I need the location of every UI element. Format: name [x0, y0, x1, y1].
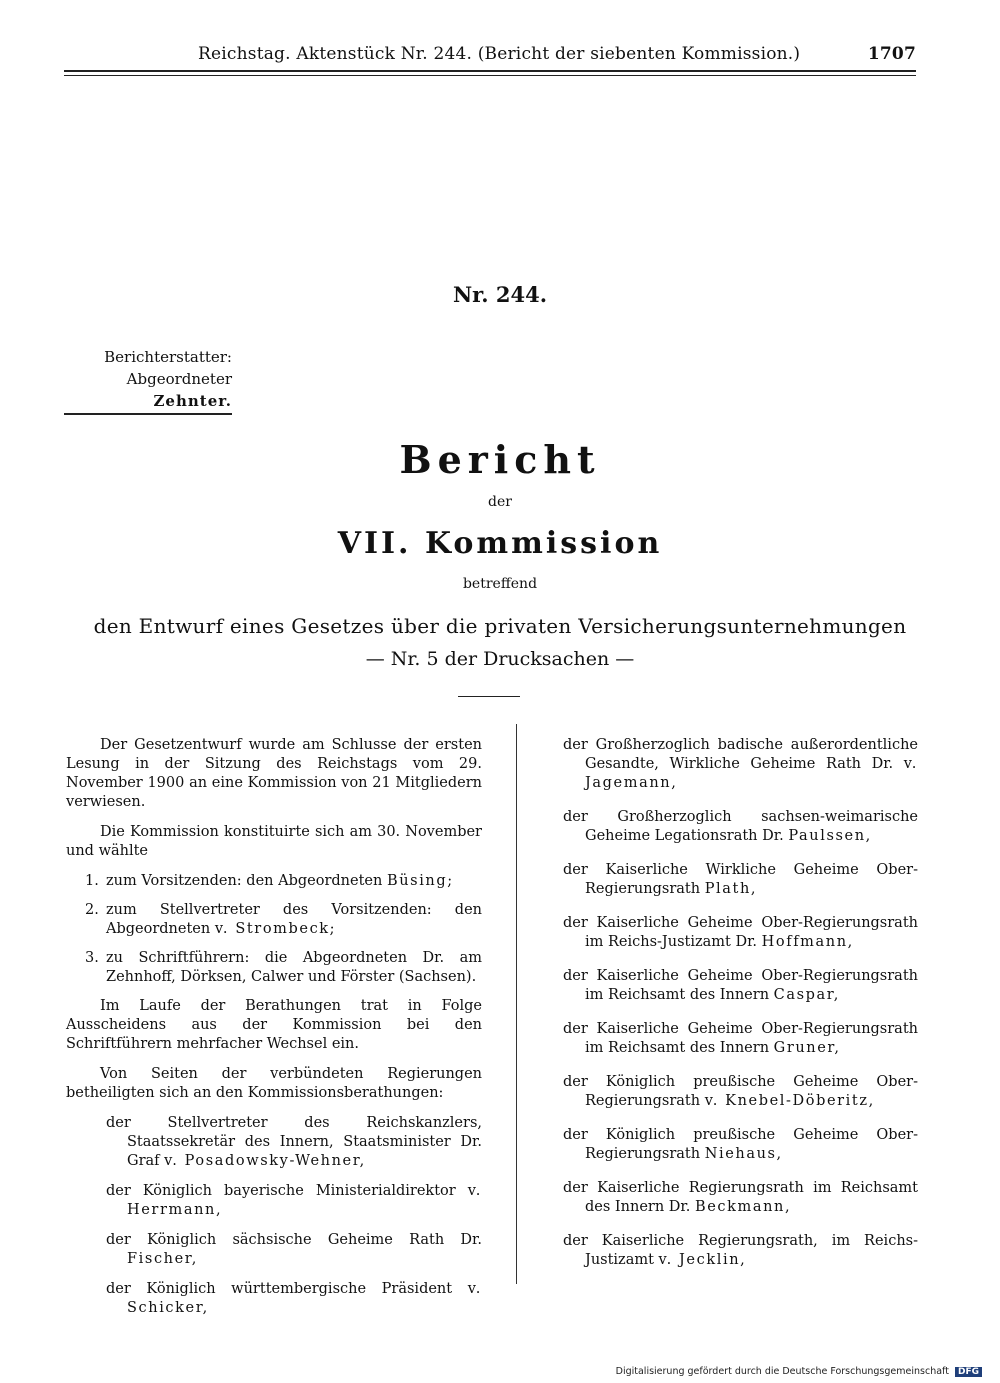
- member-title: der Kaiserliche Wirkliche Geheime Ober-Regierungsrath: [563, 862, 918, 897]
- list-item: [66, 949, 482, 987]
- credit-text: Digitalisierung gefördert durch die Deutsche Forschungsgemeinschaft: [615, 1366, 949, 1377]
- member-name: Hoffmann,: [761, 934, 854, 950]
- member-name: v. Knebel-Döberitz,: [704, 1093, 875, 1109]
- member-entry: [563, 1020, 918, 1058]
- list-name: Büsing;: [386, 873, 454, 889]
- member-entry: [563, 967, 918, 1005]
- list-number: 1.: [85, 873, 99, 889]
- member-name: Beckmann,: [694, 1199, 792, 1215]
- dfg-logo: DFG: [955, 1367, 982, 1377]
- document-number: Nr. 244.: [452, 282, 548, 307]
- member-name: v. Schicker,: [127, 1281, 483, 1316]
- list-text: zu Schriftführern: die Abgeordneten Dr. am Zehnhoff, Dörksen, Calwer und Förster (Sachsen).: [106, 950, 482, 985]
- member-title: der Kaiserliche Geheime Ober-Regierungsrath im Reichsamt des Innern: [563, 1021, 918, 1056]
- member-name: v. Posadowsky-Wehner,: [164, 1153, 366, 1169]
- list-item: [66, 872, 482, 891]
- member-title: der Kaiserliche Geheime Ober-Regierungsrath im Reichsamt des Innern: [563, 968, 918, 1003]
- member-title: der Kaiserliche Regierungsrath im Reichsamt des Innern Dr.: [563, 1180, 918, 1215]
- paragraph: Der Gesetzentwurf wurde am Schlusse der ersten Lesung in der Sitzung des Reichstags vom 29. November 1900 an eine Kommission von 21 Mitgliedern verwiesen.: [66, 737, 482, 810]
- member-entry: [66, 1231, 482, 1269]
- digitization-credit: [616, 1366, 982, 1377]
- list-text: zum Stellvertreter des Vorsitzenden: den Abgeordneten: [106, 902, 482, 937]
- member-entry: [563, 861, 918, 899]
- heading-subject: den Entwurf eines Gesetzes über die privaten Versicherungsunternehmungen: [93, 614, 907, 638]
- member-name: Niehaus,: [704, 1146, 783, 1162]
- member-title: der Kaiserliche Regierungsrath, im Reichs-Justizamt: [563, 1233, 918, 1268]
- header-rule: [64, 70, 916, 76]
- member-name: Caspar,: [773, 987, 840, 1003]
- member-name: v. Jecklin,: [658, 1252, 747, 1268]
- commission-roman: VII.: [337, 526, 412, 561]
- commission-heading: [0, 526, 1000, 561]
- rapporteur-line: [64, 368, 232, 415]
- column-divider: [516, 724, 517, 1284]
- rapporteur-box: [64, 346, 232, 415]
- member-name: v. Herrmann,: [127, 1183, 483, 1218]
- member-entry: [563, 736, 918, 793]
- rapporteur-prefix: Abgeordneter: [126, 370, 232, 388]
- list-number: 2.: [85, 902, 99, 918]
- member-title: der Großherzoglich badische außerordentliche Gesandte, Wirkliche Geheime Rath Dr.: [563, 737, 918, 772]
- paragraph: Im Laufe der Berathungen trat in Folge Ausscheidens aus der Kommission bei den Schriftführern mehrfacher Wechsel ein.: [66, 998, 482, 1052]
- list-item: [66, 901, 482, 939]
- member-title: der Königlich bayerische Ministerialdirektor: [106, 1183, 456, 1199]
- page-number: 1707: [867, 44, 916, 64]
- member-entry: [563, 1179, 918, 1217]
- left-column: [66, 736, 482, 1329]
- heading-der: der: [488, 494, 512, 510]
- member-entry: [563, 1232, 918, 1270]
- heading-drucksachen: — Nr. 5 der Drucksachen —: [365, 648, 635, 670]
- running-title: Reichstag. Aktenstück Nr. 244. (Bericht der siebenten Kommission.): [198, 44, 801, 64]
- member-name: v. Jagemann,: [585, 756, 918, 791]
- member-name: Fischer,: [127, 1251, 198, 1267]
- member-entry: [563, 1126, 918, 1164]
- member-title: der Königlich preußische Geheime Ober-Regierungsrath: [563, 1074, 918, 1109]
- member-entry: [563, 914, 918, 952]
- member-name: Gruner,: [773, 1040, 841, 1056]
- member-entry: [563, 1073, 918, 1111]
- list-name: v. Strombeck;: [214, 921, 337, 937]
- paragraph: Von Seiten der verbündeten Regierungen betheiligten sich an den Kommissionsberathungen:: [66, 1066, 482, 1101]
- member-title: der Kaiserliche Geheime Ober-Regierungsrath im Reichs-Justizamt Dr.: [563, 915, 918, 950]
- paragraph: Die Kommission konstituirte sich am 30. November und wählte: [66, 824, 482, 859]
- member-title: der Königlich preußische Geheime Ober-Regierungsrath: [563, 1127, 918, 1162]
- report-title: Bericht: [399, 437, 601, 482]
- right-column: [563, 736, 918, 1285]
- member-title: der Stellvertreter des Reichskanzlers, Staatssekretär des Innern, Staatsminister Dr. Graf: [106, 1115, 482, 1169]
- member-entry: [66, 1280, 482, 1318]
- rapporteur-name: Zehnter.: [153, 392, 232, 410]
- member-entry: [66, 1182, 482, 1220]
- member-title: der Großherzoglich sachsen-weimarische Geheime Legationsrath Dr.: [563, 809, 918, 844]
- member-entry: [66, 1114, 482, 1171]
- member-title: der Königlich sächsische Geheime Rath Dr.: [106, 1232, 482, 1248]
- short-rule: [458, 696, 520, 697]
- rapporteur-label: Berichterstatter:: [104, 348, 232, 366]
- list-number: 3.: [85, 950, 99, 966]
- member-name: Plath,: [704, 881, 758, 897]
- member-title: der Königlich württembergische Präsident: [106, 1281, 453, 1297]
- list-text: zum Vorsitzenden: den Abgeordneten: [106, 873, 383, 889]
- heading-betreffend: betreffend: [462, 576, 538, 592]
- commission-word: Kommission: [424, 526, 663, 561]
- member-entry: [563, 808, 918, 846]
- member-name: Paulssen,: [788, 828, 872, 844]
